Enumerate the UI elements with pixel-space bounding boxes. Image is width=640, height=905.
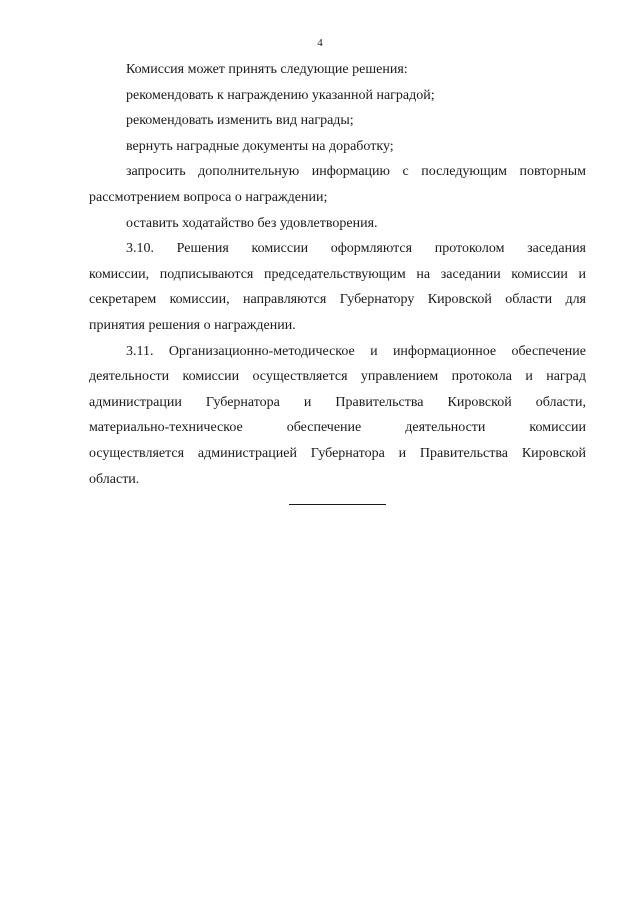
page-number: 4 — [317, 37, 323, 49]
text-line: оставить ходатайство без удовлетворения. — [126, 215, 378, 231]
text-line: принятия решения о награждении. — [89, 317, 296, 333]
text-line: рекомендовать изменить вид награды; — [126, 113, 354, 129]
text-line: материально-техническое обеспечение деятельности комиссии — [89, 420, 586, 436]
text-line: деятельности комиссии осуществляется управлением протокола и наград — [89, 369, 586, 385]
text-line: 3.11. Организационно-методическое и информационное обеспечение — [126, 343, 586, 359]
text-line: 3.10. Решения комиссии оформляются протоколом заседания — [126, 241, 586, 257]
text-line: секретарем комиссии, направляются Губернатору Кировской области для — [89, 292, 586, 308]
text-line: вернуть наградные документы на доработку; — [126, 138, 394, 154]
text-line: администрации Губернатора и Правительства Кировской области, — [89, 394, 586, 410]
text-line: рекомендовать к награждению указанной наградой; — [126, 87, 435, 103]
text-line: рассмотрением вопроса о награждении; — [89, 189, 328, 205]
text-line: области. — [89, 471, 140, 487]
text-line: запросить дополнительную информацию с последующим повторным — [126, 164, 586, 180]
text-line: Комиссия может принять следующие решения: — [126, 62, 408, 77]
document-body — [89, 57, 586, 492]
text-line: осуществляется администрацией Губернатора и Правительства Кировской — [89, 445, 586, 461]
end-separator-line — [289, 504, 386, 505]
text-line: комиссии, подписываются председательствующим на заседании комиссии и — [89, 266, 586, 282]
